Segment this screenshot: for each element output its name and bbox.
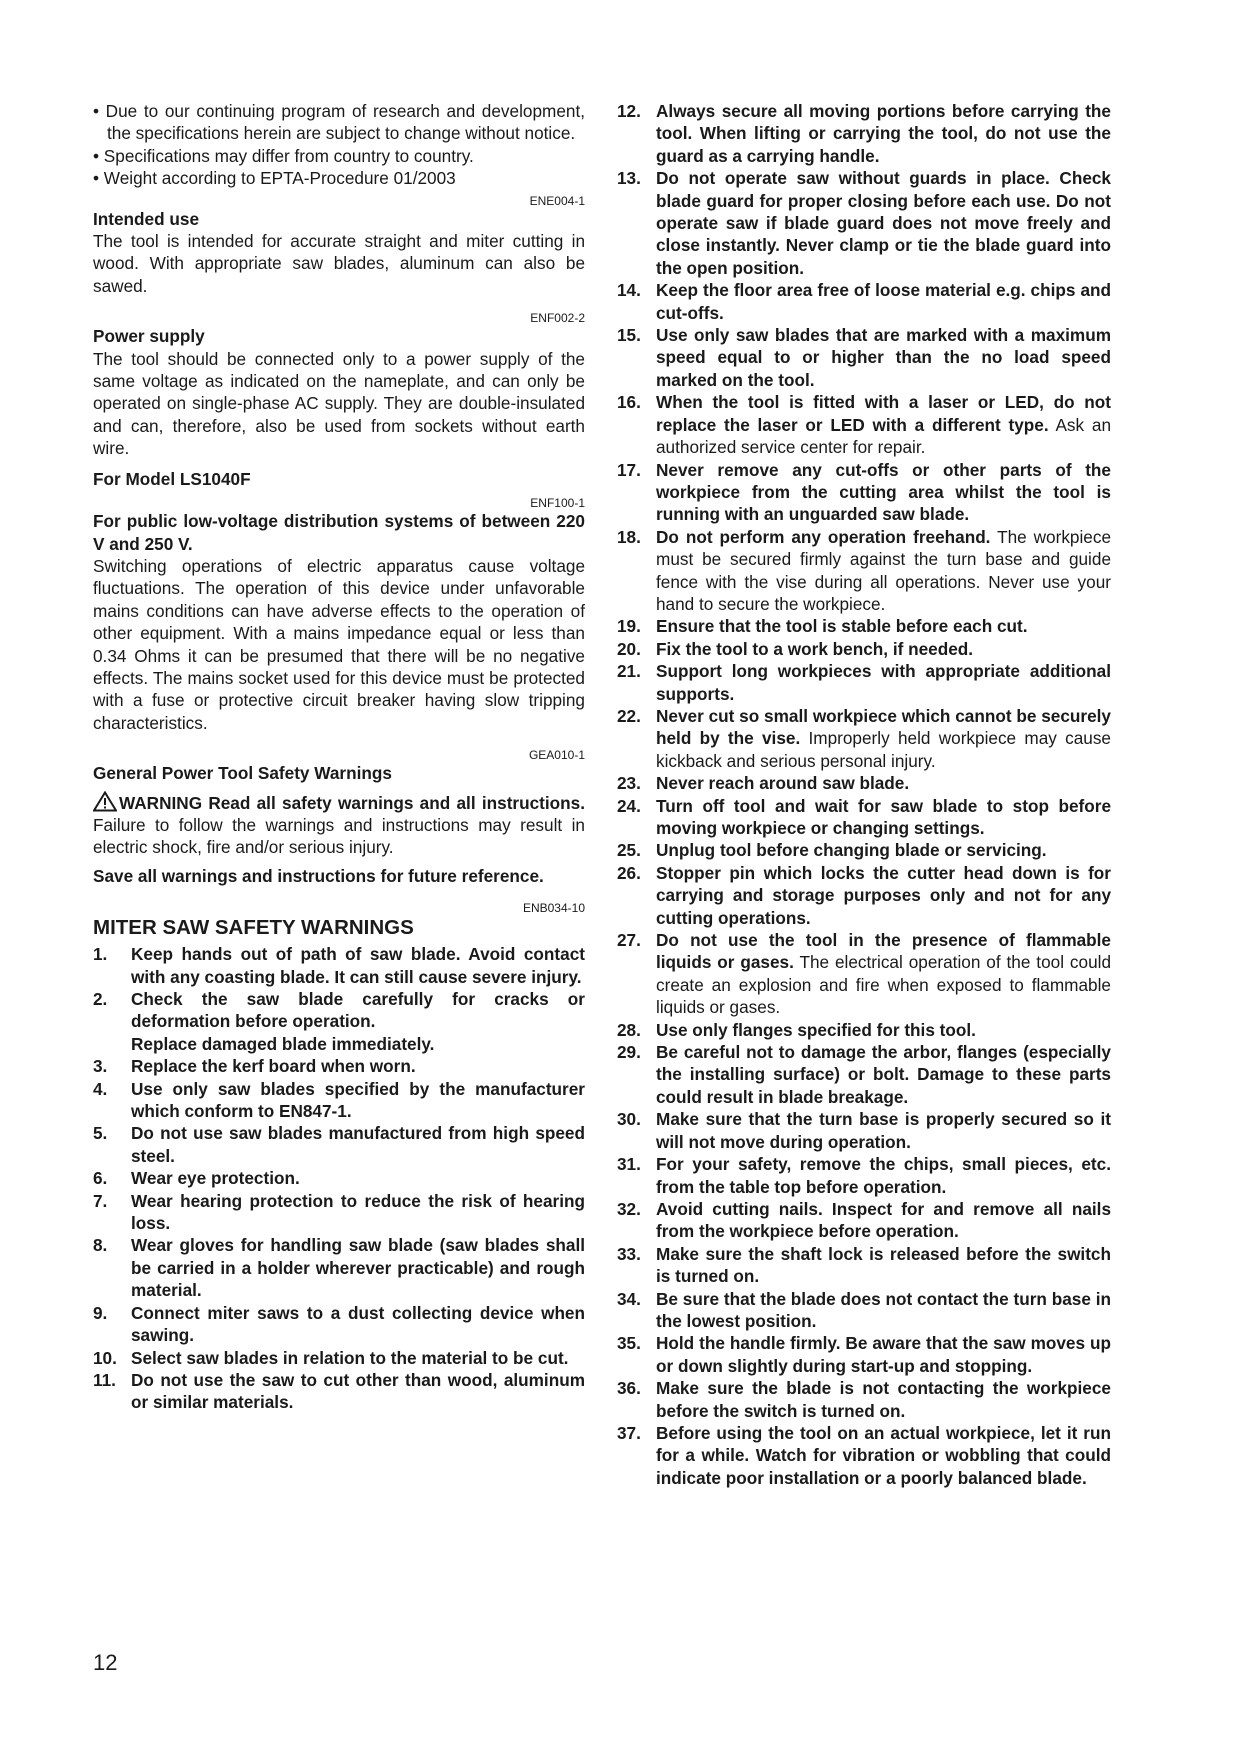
save-instructions: Save all warnings and instructions for future reference. bbox=[93, 865, 544, 886]
list-item: 3. Replace the kerf board when worn. bbox=[93, 1056, 416, 1077]
list-item: 8. Wear gloves for handling saw blade (saw blades shall be carried in a holder wherever practicable) and rough material. bbox=[93, 1235, 585, 1301]
right-column bbox=[617, 100, 1111, 1489]
warning-text: Failure to follow the warnings and instructions may result in electric shock, fire and/or serious injury. bbox=[93, 814, 585, 858]
model-heading: For Model LS1040F bbox=[93, 468, 251, 489]
list-item: 9. Connect miter saws to a dust collecting device when sawing. bbox=[93, 1302, 585, 1346]
section-code: GEA010-1 bbox=[528, 748, 585, 763]
bullet-item: • Weight according to EPTA-Procedure 01/2003 bbox=[93, 168, 456, 189]
list-item: 17. Never remove any cut-offs or other parts of the workpiece from the cutting area whilst the tool is running with an unguarded saw blade. bbox=[617, 459, 1111, 525]
list-item: 36. Make sure the blade is not contacting the workpiece before the switch is turned on. bbox=[617, 1378, 1111, 1421]
bullet-item: • Due to our continuing program of research and development, the specifications herein are subject to change without notice. bbox=[93, 101, 585, 144]
list-item: 25. Unplug tool before changing blade or servicing. bbox=[617, 840, 1047, 861]
section-code: ENB034-10 bbox=[522, 901, 585, 916]
power-supply-text: The tool should be connected only to a power supply of the same voltage as indicated on the nameplate, and can only be operated on single-phase AC supply. They are double-insulated and can, therefore, also be used from sockets without earth wire. bbox=[93, 348, 585, 459]
miter-heading: MITER SAW SAFETY WARNINGS bbox=[93, 916, 414, 940]
list-item: 16. When the tool is fitted with a laser or LED, do not replace the laser or LED with a different type. Ask an authorized service center for repair. bbox=[617, 392, 1111, 458]
list-item: 24. Turn off tool and wait for saw blade to stop before moving workpiece or changing settings. bbox=[617, 795, 1111, 838]
list-item: 22. Never cut so small workpiece which cannot be securely held by the vise. Improperly held workpiece may cause kickback and serious personal injury. bbox=[617, 705, 1111, 771]
warning-triangle-icon bbox=[93, 791, 117, 812]
list-item: 10. Select saw blades in relation to the material to be cut. bbox=[93, 1347, 569, 1368]
list-item: 35. Hold the handle firmly. Be aware that the saw moves up or down slightly during start-up and stopping. bbox=[617, 1333, 1111, 1376]
list-item: 28. Use only flanges specified for this tool. bbox=[617, 1019, 976, 1040]
general-warnings-heading: General Power Tool Safety Warnings bbox=[93, 763, 392, 784]
list-item: 7. Wear hearing protection to reduce the risk of hearing loss. bbox=[93, 1190, 585, 1234]
intended-use-text: The tool is intended for accurate straight and miter cutting in wood. With appropriate saw blades, aluminum can also be sawed. bbox=[93, 231, 585, 296]
list-item: 2. Check the saw blade carefully for cracks or deformation before operation. Replace damaged blade immediately. bbox=[93, 989, 585, 1054]
list-item: 14. Keep the floor area free of loose material e.g. chips and cut-offs. bbox=[617, 280, 1111, 323]
bullet-item: • Specifications may differ from country to country. bbox=[93, 145, 474, 166]
list-item: 37. Before using the tool on an actual workpiece, let it run for a while. Watch for vibration or wobbling that could indicate poor installation or a poorly balanced blade. bbox=[617, 1422, 1111, 1488]
list-item: 5. Do not use saw blades manufactured from high speed steel. bbox=[93, 1123, 585, 1166]
list-item: 33. Make sure the shaft lock is released before the switch is turned on. bbox=[617, 1243, 1111, 1287]
list-item: 23. Never reach around saw blade. bbox=[617, 773, 910, 794]
list-item: 4. Use only saw blades specified by the manufacturer which conform to EN847-1. bbox=[93, 1078, 585, 1122]
list-item: 15. Use only saw blades that are marked with a maximum speed equal to or higher than the no load speed marked on the tool. bbox=[617, 325, 1111, 390]
section-code: ENF002-2 bbox=[530, 311, 585, 326]
warning-paragraph bbox=[93, 791, 585, 859]
list-item: 12. Always secure all moving portions before carrying the tool. When lifting or carrying the tool, do not use the guard as a carrying handle. bbox=[617, 101, 1111, 166]
section-code: ENF100-1 bbox=[530, 496, 585, 511]
list-item: 1. Keep hands out of path of saw blade. Avoid contact with any coasting blade. It can still cause severe injury. bbox=[93, 944, 585, 987]
list-item: 30. Make sure that the turn base is properly secured so it will not move during operation. bbox=[617, 1109, 1111, 1152]
list-item: 6. Wear eye protection. bbox=[93, 1168, 300, 1189]
list-item: 13. Do not operate saw without guards in place. Check blade guard for proper closing before each use. Do not operate saw if blade guard does not move freely and close instantly. Never clamp or tie the blade guard into the open position. bbox=[617, 168, 1111, 278]
list-item: 18. Do not perform any operation freehand. The workpiece must be secured firmly against the turn base and guide fence with the vise during all operations. Never use your hand to secure the workpiece. bbox=[617, 526, 1111, 614]
warning-bold: WARNING Read all safety warnings and all instructions. bbox=[119, 792, 585, 813]
list-item: 21. Support long workpieces with appropriate additional supports. bbox=[617, 661, 1111, 704]
power-supply-heading: Power supply bbox=[93, 326, 205, 347]
list-item: 32. Avoid cutting nails. Inspect for and remove all nails from the workpiece before operation. bbox=[617, 1198, 1111, 1242]
page-number: 12 bbox=[93, 1650, 118, 1675]
list-item: 27. Do not use the tool in the presence of flammable liquids or gases. The electrical operation of the tool could create an explosion and fire when exposed to flammable liquids or gases. bbox=[617, 930, 1112, 1018]
left-column bbox=[93, 100, 585, 1414]
public-supply-text: Switching operations of electric apparatus cause voltage fluctuations. The operation of this device under unfavorable mains conditions can have adverse effects to the operation of other equipment. With a mains impedance equal or less than 0.34 Ohms it can be presumed that there will be no negative effects. The mains socket used for this device must be protected with a fuse or protective circuit breaker having slow tripping characteristics. bbox=[93, 555, 585, 733]
list-item: 11. Do not use the saw to cut other than wood, aluminum or similar materials. bbox=[93, 1369, 585, 1413]
list-item: 20. Fix the tool to a work bench, if needed. bbox=[617, 638, 974, 659]
list-item: 29. Be careful not to damage the arbor, flanges (especially the installing surface) or bolt. Damage to these parts could result in blade breakage. bbox=[617, 1042, 1111, 1107]
section-code: ENE004-1 bbox=[529, 193, 585, 208]
list-item: 34. Be sure that the blade does not contact the turn base in the lowest position. bbox=[617, 1288, 1111, 1331]
list-item: 19. Ensure that the tool is stable before each cut. bbox=[617, 616, 1028, 637]
intended-use-heading: Intended use bbox=[93, 208, 200, 229]
list-item: 26. Stopper pin which locks the cutter head down is for carrying and storage purposes only and not for any cutting operations. bbox=[617, 862, 1111, 928]
list-item: 31. For your safety, remove the chips, small pieces, etc. from the table top before operation. bbox=[617, 1154, 1111, 1197]
public-supply-heading: For public low-voltage distribution systems of between 220 V and 250 V. bbox=[93, 511, 585, 554]
